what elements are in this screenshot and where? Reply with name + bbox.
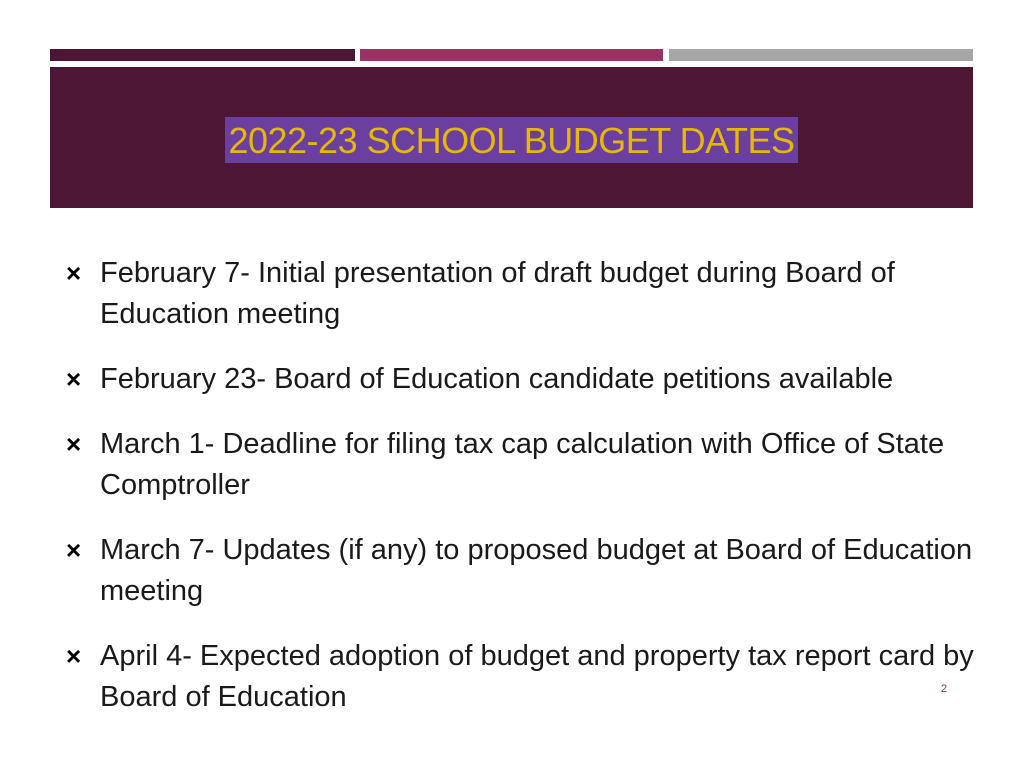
x-mark-icon: × <box>66 429 82 459</box>
accent-bar-left <box>50 49 355 61</box>
x-mark-icon: × <box>66 641 82 671</box>
x-mark-icon: × <box>66 258 82 288</box>
slide-title: 2022-23 SCHOOL BUDGET DATES <box>225 117 797 163</box>
x-mark-icon: × <box>66 535 82 565</box>
x-mark-icon: × <box>66 364 82 394</box>
page-number: 2 <box>941 683 948 695</box>
bullet-text: March 7- Updates (if any) to proposed budget at Board of Education meeting <box>100 534 973 607</box>
bullet-text: February 23- Board of Education candidate petitions available <box>100 363 894 395</box>
accent-bar-right <box>669 49 973 61</box>
bullet-list <box>66 253 986 742</box>
list-item <box>66 253 986 335</box>
accent-bar-middle <box>360 49 663 61</box>
list-item <box>66 424 986 506</box>
list-item <box>66 359 986 400</box>
list-item <box>66 636 986 718</box>
title-band <box>50 67 973 208</box>
bullet-text: February 7- Initial presentation of draft budget during Board of Education meeting <box>100 257 895 330</box>
bullet-text: March 1- Deadline for filing tax cap calculation with Office of State Comptroller <box>100 428 945 501</box>
list-item <box>66 530 986 612</box>
bullet-text: April 4- Expected adoption of budget and property tax report card by Board of Education <box>100 640 974 713</box>
